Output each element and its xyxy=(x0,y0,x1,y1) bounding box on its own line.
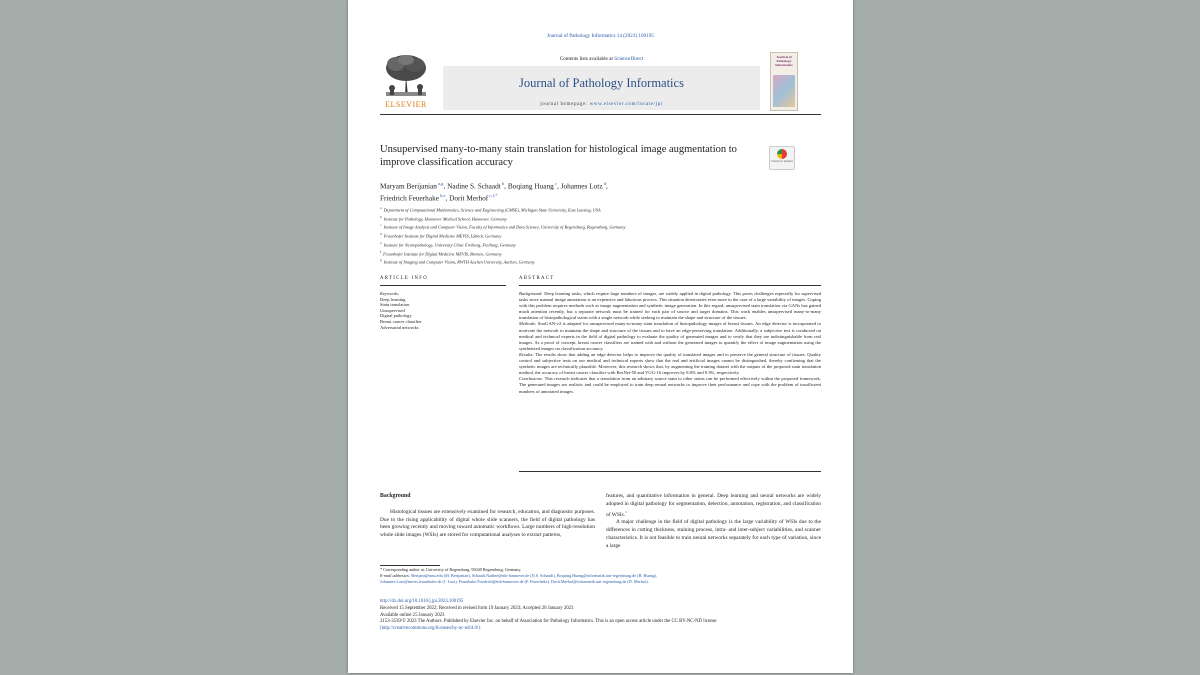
journal-reference[interactable]: Journal of Pathology Informatics 14 (2023) 100195 xyxy=(547,33,654,39)
author-separator: , xyxy=(504,181,508,191)
abstract-background xyxy=(519,291,821,321)
affiliation-text: Department of Computational Mathematics, Science and Engineering (CMSE), Michigan State University, East Lansing, USA xyxy=(383,207,601,213)
affiliation-text: Fraunhofer Institute for Digital Medicine MEVIS, Lübeck, Germany xyxy=(383,233,502,239)
body-column-right xyxy=(606,493,821,550)
affiliation-item xyxy=(380,249,800,258)
abstract-results xyxy=(519,352,821,376)
abstract-methods-label: Methods: xyxy=(519,321,537,327)
keyword-item: Digital pathology xyxy=(380,313,412,319)
body-paragraph-text: features, and quantitative information in general. Deep learning and neural networks are widely adopted in digital pathology for segmentation, detection, annotation, registration, and classification of WSIs. xyxy=(606,493,821,518)
affiliation-list xyxy=(380,205,800,266)
abstract-conclusions-label: Conclusions: xyxy=(519,376,544,382)
author-separator: , xyxy=(445,193,450,203)
abstract-methods xyxy=(519,321,821,351)
author-affiliation-marker[interactable]: c xyxy=(553,181,557,186)
homepage-link[interactable]: www.elsevier.com/locate/jpi xyxy=(589,102,663,107)
journal-cover-image xyxy=(770,52,798,111)
affiliation-item xyxy=(380,231,800,240)
abstract-bottom-rule xyxy=(519,471,821,472)
affiliation-text: Institute for Pathology, Hannover Medical School, Hannover, Germany xyxy=(383,216,507,222)
author-name: Maryam Berijanian xyxy=(380,181,437,191)
abstract-methods-text: StarGAN-v2 is adapted for unsupervised many-to-many stain translation of histopathology images of breast tissues. An edge detector is incorporated to motivate the network to maintain the shape and structure of the tissues and to have an edge-preserving translation. Additionally, a subjective test is conducted on medical and technical experts in the field of digital pathology to evaluate the quality of generated images and to verify that they are indistinguishable from real images. As a proof of concept, breast cancer classifiers are trained with and without the generated images to quantify the effect of image augmentation using the synthetized images on classification accuracy. xyxy=(519,321,821,351)
affiliation-item xyxy=(380,240,800,249)
cover-title: Journal of Pathology Informatics xyxy=(775,55,793,67)
abstract-rule xyxy=(519,285,821,286)
cover-artwork xyxy=(773,75,795,107)
homepage-prefix: journal homepage: xyxy=(540,102,588,107)
affiliation-marker: b xyxy=(380,214,382,219)
license-link[interactable]: (http://creativecommons.org/licenses/by-nc-nd/4.0/). xyxy=(380,626,482,632)
footnotes xyxy=(380,567,821,585)
author-name: Dorit Merhof xyxy=(449,193,489,203)
sciencedirect-link[interactable]: ScienceDirect xyxy=(614,56,644,62)
author-separator: , xyxy=(443,181,448,191)
email-list-line1[interactable]: Berijani@msu.edu (M. Berijanian), Schaadt.Nadine@mh-hannover.de (N.S. Schaadt), Boqiang.Huang@informatik.uni-regensburg.de (B. Huang), xyxy=(411,573,658,578)
footnote-rule xyxy=(380,565,440,566)
author-separator: , xyxy=(556,181,561,191)
article-title: Unsupervised many-to-many stain translation for histological image augmentation to improve classification accuracy xyxy=(380,144,737,168)
affiliation-item xyxy=(380,205,800,214)
header-rule xyxy=(380,114,821,115)
affiliation-marker: e xyxy=(380,240,382,245)
author-separator: , xyxy=(605,181,608,191)
keyword-item: Breast cancer classifier xyxy=(380,318,422,324)
section-heading-background: Background xyxy=(380,493,411,499)
journal-homepage xyxy=(443,102,760,107)
author-affiliation-marker[interactable]: d xyxy=(602,181,606,186)
author-name: Nadine S. Schaadt xyxy=(447,181,501,191)
online-date: Available online 25 January 2023 xyxy=(380,612,445,618)
affiliation-item xyxy=(380,214,800,223)
license-statement: 2153-3539/© 2023 The Authors. Published by Elsevier Inc. on behalf of Association for Pathology Informatics. This is an open access article under the CC BY-NC-ND license xyxy=(380,619,717,625)
affiliation-text: Institute for Neuropathology, University Clinic Freiburg, Freiburg, Germany xyxy=(383,242,516,248)
author-affiliation-marker[interactable]: a,g xyxy=(436,181,444,186)
journal-title: Journal of Pathology Informatics xyxy=(519,76,684,90)
body-column-left xyxy=(380,493,595,540)
crossmark-icon[interactable] xyxy=(769,146,795,170)
author-affiliation-marker[interactable]: c,f,* xyxy=(488,193,498,199)
author-list xyxy=(380,179,780,204)
affiliation-text: Institute of Image Analysis and Computer Vision, Faculty of Informatics and Data Science, University of Regensburg, Regensburg, Germany xyxy=(383,224,626,230)
abstract-background-text: Deep learning tasks, which require large numbers of images, are widely applied in digital pathology. This poses challenges especially for supervised tasks since manual image annotation is an expensive and laborious process. This situation deteriorates even more in the case of a large variability of images. Coping with this problem requires methods such as image augmentation and synthetic image generation. In this regard, unsupervised stain translation via GANs has gained much attention recently, but a separate network must be trained for each pair of source and target domains. This work enables unsupervised many-to-many translation of histopathological stains with a single network while seeking to maintain the shape and structure of the tissues. xyxy=(519,291,821,321)
affiliation-marker: d xyxy=(380,232,382,237)
author-affiliation-marker[interactable]: b xyxy=(500,181,505,186)
doi-link[interactable]: http://dx.doi.org/10.1016/j.jpi.2023.100195 xyxy=(380,599,464,604)
article-info-heading: ARTICLE INFO xyxy=(380,276,428,281)
affiliation-item xyxy=(380,257,800,266)
publication-info xyxy=(380,599,821,633)
keyword-item: Unsupervised xyxy=(380,307,405,313)
abstract-heading: ABSTRACT xyxy=(519,276,555,281)
keyword-item: Stain translation xyxy=(380,302,410,308)
affiliation-text: Fraunhofer Institute for Digital Medicine MEVIS, Bremen, Germany xyxy=(383,251,502,257)
keywords-list xyxy=(380,297,500,331)
abstract-conclusions-text: This research indicates that a translation from an arbitrary source stain to other stains can be performed effectively within the proposed framework. The generated images are realistic and could be employed to train deep neural networks to improve their performance and cope with the problem of insufficient numbers of annotated images. xyxy=(519,376,821,394)
affiliation-marker: f xyxy=(380,249,382,254)
author-name: Johannes Lotz xyxy=(560,181,603,191)
affiliation-marker: c xyxy=(380,223,382,228)
email-label: E-mail addresses: xyxy=(380,573,411,578)
abstract-background-label: Background: xyxy=(519,291,543,296)
article-info-rule xyxy=(380,285,506,286)
abstract-results-label: Results: xyxy=(519,351,534,357)
reference-marker[interactable]: 1 xyxy=(625,509,627,514)
affiliation-item xyxy=(380,222,800,231)
keywords-block xyxy=(380,291,500,330)
author-name: Friedrich Feuerhake xyxy=(380,193,439,203)
contents-line xyxy=(443,56,760,62)
elsevier-wordmark: ELSEVIER xyxy=(385,100,427,109)
abstract-text xyxy=(519,291,821,395)
abstract-results-text: The results show that adding an edge detector helps to improve the quality of translated images and to preserve the general structure of tissues. Quality control and subjective tests on our medical and technical experts show that the real and artificial images cannot be distinguished, thereby confirming that the synthetic images are technically plausible. Moreover, this research shows that, by augmenting the training dataset with the outputs of the proposed stain translation method, the accuracy of breast cancer classifier with ResNet-50 and VGG-16 improves by 8.0% and 9.3%, respectively. xyxy=(519,351,821,376)
keyword-item: Adversarial networks xyxy=(380,324,419,330)
body-paragraph: Histological tissues are extensively examined for research, education, and diagnostic purposes. Due to the rising applicability of digital whole slide scanners, the field of digital pathology has been growing recently and moving toward automatic workflows. Large numbers of high-resolution whole slide images (WSIs) are stored for computational analyses to extract patterns, xyxy=(380,508,595,539)
body-paragraph: A major challenge in the field of digital pathology is the large variability of WSIs due to the differences in cutting thickness, staining process, intra- and inter-subject variabilities, and scanner characteristics. It is not feasible to train neural networks separately for each type of variation, since a large xyxy=(606,519,821,549)
abstract-conclusions xyxy=(519,376,821,394)
received-dates: Received 15 September 2022; Received in revised form 19 January 2023; Accepted 20 January 2023 xyxy=(380,605,574,611)
contents-prefix: Contents lists available at xyxy=(559,56,613,62)
affiliation-marker: a xyxy=(380,206,382,210)
keywords-label: Keywords: xyxy=(380,291,400,296)
affiliation-text: Institute of Imaging and Computer Vision, RWTH Aachen University, Aachen, Germany xyxy=(383,259,535,265)
body-paragraph xyxy=(606,493,821,519)
keyword-item: Deep learning xyxy=(380,296,406,302)
email-list-line2[interactable]: Johannes.Lotz@mevis.fraunhofer.de (J. Lotz), Feuerhake.Friedrich@mh-hannover.de (F. Feuerhake), Dorit.Merhof@informatik.uni-regensburg.de (D. Merhof). xyxy=(380,579,649,584)
author-name: Boqiang Huang xyxy=(507,181,554,191)
crossmark-label: Check for updates xyxy=(771,159,793,163)
paper-page xyxy=(348,0,853,673)
author-affiliation-marker[interactable]: b,e xyxy=(438,193,446,199)
corresponding-author-note: * Corresponding author at: University of Regensburg, 93040 Regensburg, Germany. xyxy=(380,567,522,572)
affiliation-marker: g xyxy=(380,258,382,263)
crossmark-circle xyxy=(777,149,787,159)
